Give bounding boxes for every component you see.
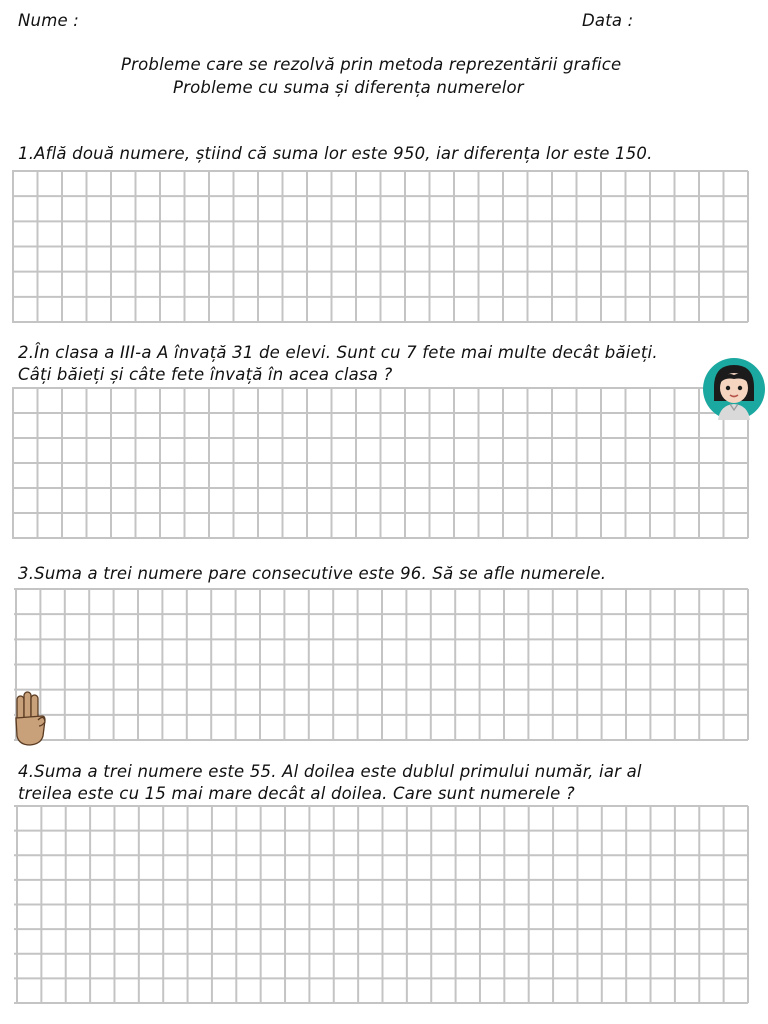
- problem-4-text-line2: treilea este cu 15 mai mare decât al doilea. Care sunt numerele ?: [18, 784, 575, 803]
- three-fingers-hand-icon: [12, 690, 48, 748]
- problem-2-text-line1: 2.În clasa a III-a A învață 31 de elevi. Sunt cu 7 fete mai multe decât băieți.: [18, 343, 658, 362]
- problem-4-text-line1: 4.Suma a trei numere este 55. Al doilea este dublul primului număr, iar al: [18, 762, 642, 781]
- problem-3-text: 3.Suma a trei numere pare consecutive este 96. Să se afle numerele.: [18, 564, 607, 583]
- problem-1-text: 1.Află două numere, știind că suma lor este 950, iar diferența lor este 150.: [18, 144, 653, 163]
- problem-2-text-line2: Câți băieți și câte fete învață în acea clasa ?: [18, 365, 393, 384]
- name-label: Nume :: [18, 11, 80, 30]
- worksheet-title: Probleme care se rezolvă prin metoda reprezentării grafice: [121, 55, 622, 74]
- girl-avatar-icon: [700, 357, 768, 421]
- date-label: Data :: [582, 11, 634, 30]
- worksheet-subtitle: Probleme cu suma și diferența numerelor: [173, 78, 524, 97]
